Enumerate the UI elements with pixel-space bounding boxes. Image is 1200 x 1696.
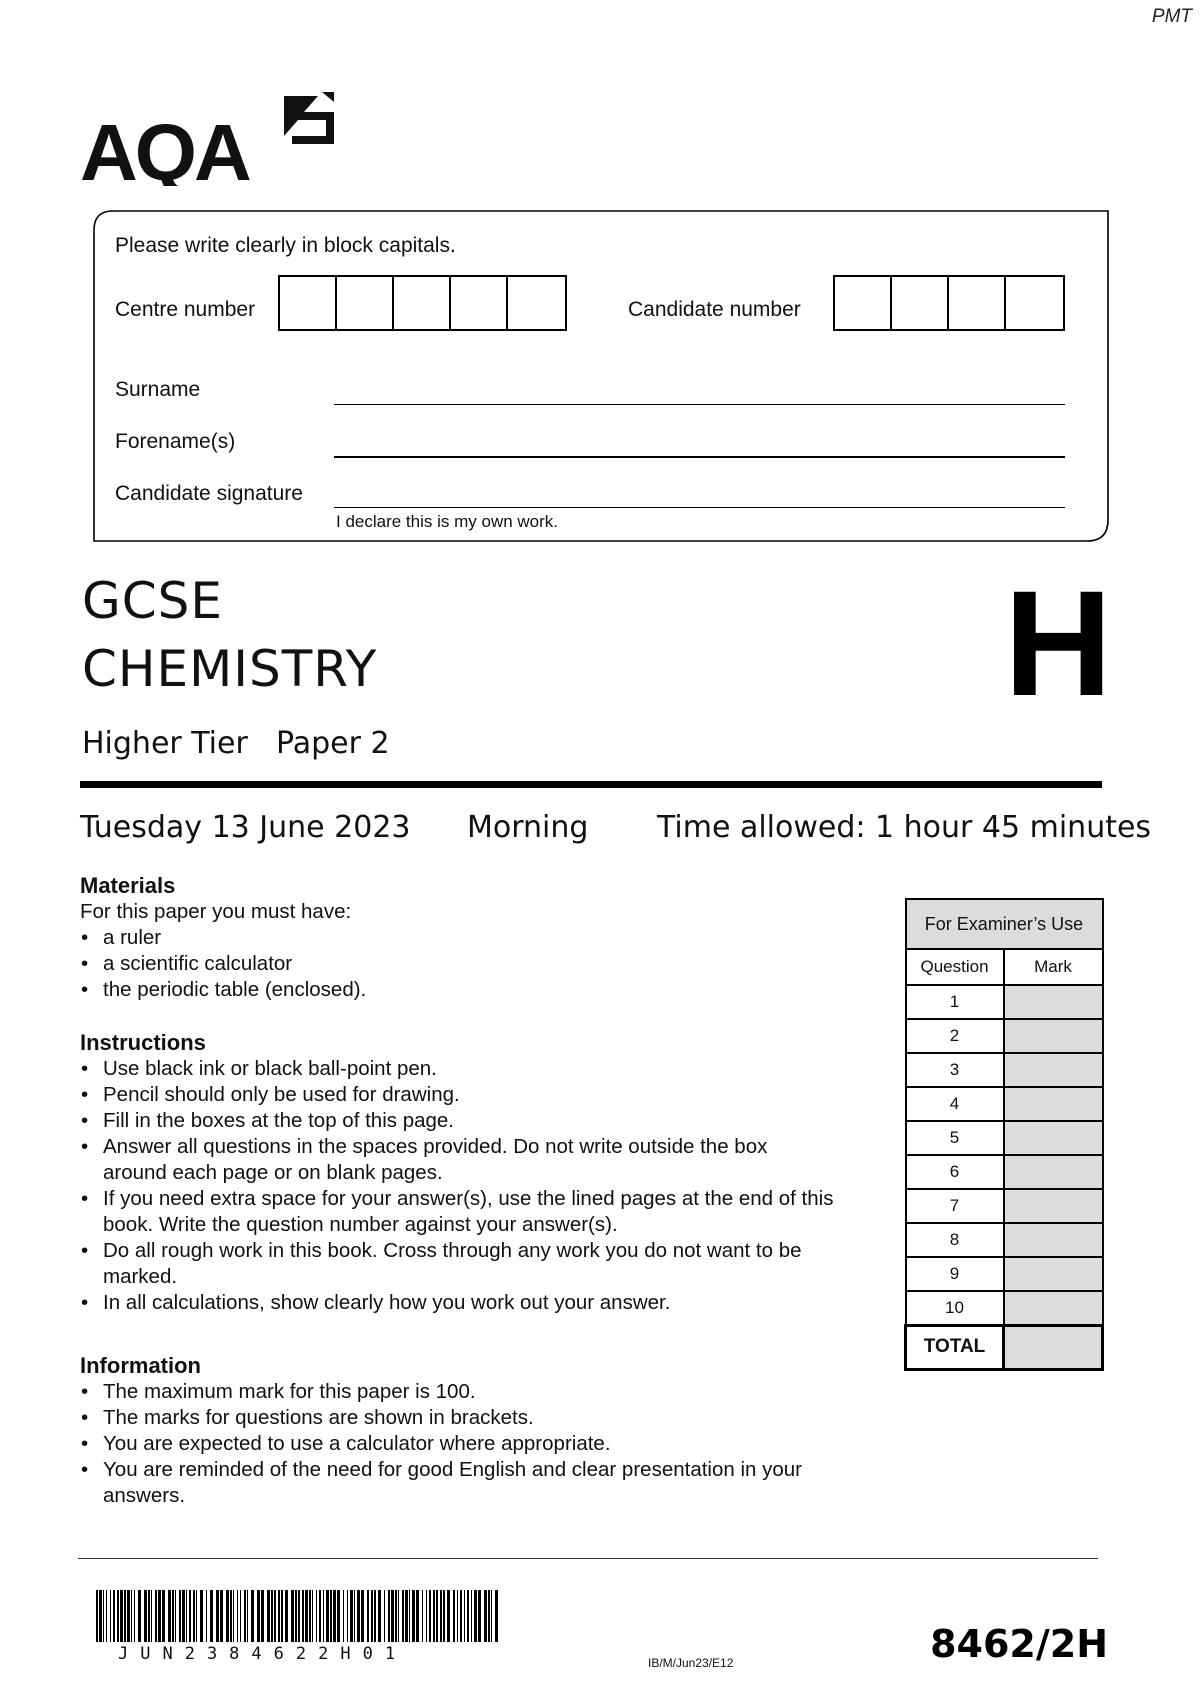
barcode-bar	[285, 1590, 288, 1642]
barcode-bar	[429, 1590, 431, 1642]
barcode-bar	[247, 1590, 248, 1642]
barcode-bar	[271, 1590, 273, 1642]
footer-divider	[78, 1558, 1098, 1559]
barcode-bar	[182, 1590, 185, 1642]
mark-cell	[1004, 1155, 1103, 1189]
mark-cell	[1004, 1291, 1103, 1325]
barcode-bar	[200, 1590, 203, 1642]
total-label: TOTAL	[906, 1325, 1004, 1369]
question-number: 4	[906, 1087, 1004, 1121]
barcode-bar	[361, 1590, 364, 1642]
barcode-bar	[471, 1590, 472, 1642]
barcode-bar	[436, 1590, 438, 1642]
centre-number-digit-box[interactable]	[337, 277, 394, 329]
question-number: 2	[906, 1019, 1004, 1053]
barcode-bar	[189, 1590, 191, 1642]
instructions-item: • If you need extra space for your answer(s), use the lined pages at the end of this book. Write the question number against your answer(s).	[80, 1186, 883, 1238]
barcode-bar	[278, 1590, 280, 1642]
mark-cell	[1004, 1223, 1103, 1257]
barcode-bar	[281, 1590, 283, 1642]
barcode-bar	[409, 1590, 410, 1642]
mark-cell	[1004, 1053, 1103, 1087]
signature-line[interactable]	[334, 507, 1065, 508]
instructions-item: • In all calculations, show clearly how you work out your answer.	[80, 1290, 870, 1316]
information-item: • You are expected to use a calculator where appropriate.	[80, 1431, 880, 1457]
barcode-bar	[237, 1590, 238, 1642]
barcode-bar	[131, 1590, 132, 1642]
tier-label: Higher Tier	[82, 726, 248, 761]
barcode-bar	[113, 1590, 115, 1642]
declaration-text: I declare this is my own work.	[336, 512, 559, 531]
barcode-bar	[354, 1590, 355, 1642]
barcode-bar	[309, 1590, 311, 1642]
barcode-bar	[337, 1590, 340, 1642]
barcode-bar	[478, 1590, 481, 1642]
examiner-use-table	[904, 898, 1104, 1371]
barcode-bar	[416, 1590, 419, 1642]
question-number: 7	[906, 1189, 1004, 1223]
barcode-bar	[216, 1590, 219, 1642]
barcode-bar	[367, 1590, 369, 1642]
barcode-bar	[388, 1590, 390, 1642]
barcode-bar	[491, 1590, 492, 1642]
question-number: 10	[906, 1291, 1004, 1325]
barcode-bar	[488, 1590, 490, 1642]
barcode-bar	[210, 1590, 213, 1642]
title-divider	[80, 781, 1102, 788]
barcode-bar	[179, 1590, 181, 1642]
barcode-bar	[172, 1590, 174, 1642]
barcode-bar	[316, 1590, 317, 1642]
barcode-bar	[384, 1590, 385, 1642]
instructions-item: • Answer all questions in the spaces provided. Do not write outside the box around each page or on blank pages.	[80, 1134, 773, 1186]
barcode-bar	[106, 1590, 107, 1642]
centre-number-boxes	[278, 275, 567, 331]
mark-cell	[1004, 1019, 1103, 1053]
barcode-bar	[405, 1590, 408, 1642]
barcode-bar	[374, 1590, 376, 1642]
barcode-bar	[402, 1590, 404, 1642]
barcode-bar	[350, 1590, 353, 1642]
reference-code: IB/M/Jun23/E12	[648, 1656, 734, 1670]
barcode-bar	[196, 1590, 197, 1642]
materials-heading: Materials	[80, 873, 176, 898]
mark-cell	[1004, 1257, 1103, 1291]
barcode-bar	[220, 1590, 223, 1642]
instructions-item: • Pencil should only be used for drawing.	[80, 1082, 870, 1108]
materials-item: • a ruler	[80, 925, 880, 951]
barcode-bar	[453, 1590, 455, 1642]
barcode-bar	[467, 1590, 469, 1642]
barcode-bar	[127, 1590, 130, 1642]
barcode-bar	[103, 1590, 104, 1642]
barcode-bar	[138, 1590, 141, 1642]
barcode-bar	[347, 1590, 348, 1642]
question-number: 3	[906, 1053, 1004, 1087]
question-number: 5	[906, 1121, 1004, 1155]
barcode-bar	[120, 1590, 123, 1642]
surname-label: Surname	[115, 378, 201, 401]
barcode-bar	[148, 1590, 150, 1642]
barcode-bar	[495, 1590, 498, 1642]
barcode-bar	[323, 1590, 324, 1642]
barcode-bar	[251, 1590, 254, 1642]
barcode-bar	[99, 1590, 102, 1642]
barcode-bar	[144, 1590, 147, 1642]
paper-code: 8462/2H	[930, 1622, 1108, 1666]
barcode-bar	[302, 1590, 304, 1642]
barcode-bar	[484, 1590, 487, 1642]
information-section	[80, 1353, 880, 1509]
subject-title: CHEMISTRY	[82, 640, 378, 698]
barcode-bar	[474, 1590, 477, 1642]
instructions-heading: Instructions	[80, 1030, 206, 1055]
question-number: 1	[906, 985, 1004, 1019]
barcode-bar	[233, 1590, 234, 1642]
barcode-bar	[412, 1590, 415, 1642]
aqa-logo	[80, 86, 350, 186]
candidate-number-digit-box[interactable]	[892, 277, 949, 329]
materials-section	[80, 873, 880, 1003]
barcode-bar	[267, 1590, 270, 1642]
candidate-details-box	[93, 210, 1109, 542]
instructions-item: • Do all rough work in this book. Cross through any work you do not want to be marked.	[80, 1238, 843, 1290]
mark-cell	[1004, 1189, 1103, 1223]
barcode-bar	[395, 1590, 397, 1642]
barcode-bar	[96, 1590, 98, 1642]
forenames-line[interactable]	[334, 456, 1065, 458]
total-mark-cell	[1004, 1325, 1103, 1369]
barcode-text: JUN2384622H01	[118, 1644, 408, 1664]
barcode-bar	[124, 1590, 126, 1642]
tier-letter: H	[1004, 559, 1113, 727]
barcode-bar	[117, 1590, 119, 1642]
barcode-bar	[162, 1590, 165, 1642]
barcode-bar	[151, 1590, 152, 1642]
barcode-bar	[378, 1590, 381, 1642]
mark-cell	[1004, 985, 1103, 1019]
centre-number-label: Centre number	[115, 298, 256, 321]
forenames-label: Forename(s)	[115, 430, 236, 453]
barcode	[96, 1590, 506, 1642]
mark-cell	[1004, 1087, 1103, 1121]
barcode-bar	[291, 1590, 294, 1642]
instructions-section	[80, 1030, 870, 1316]
barcode-bar	[447, 1590, 450, 1642]
barcode-bar	[110, 1590, 111, 1642]
centre-number-digit-box[interactable]	[451, 277, 508, 329]
barcode-bar	[134, 1590, 135, 1642]
information-item: • The maximum mark for this paper is 100.	[80, 1379, 880, 1405]
barcode-bar	[426, 1590, 427, 1642]
question-number: 9	[906, 1257, 1004, 1291]
exam-date: Tuesday 13 June 2023	[80, 810, 411, 845]
barcode-bar	[464, 1590, 465, 1642]
barcode-bar	[422, 1590, 423, 1642]
centre-number-digit-box[interactable]	[394, 277, 451, 329]
time-allowed: Time allowed: 1 hour 45 minutes	[657, 810, 1152, 845]
barcode-bar	[261, 1590, 264, 1642]
barcode-bar	[319, 1590, 321, 1642]
information-item: • The marks for questions are shown in brackets.	[80, 1405, 880, 1431]
mark-column-header: Mark	[1004, 949, 1103, 985]
barcode-bar	[343, 1590, 344, 1642]
aqa-logo-text: AQA	[80, 108, 249, 186]
question-number: 8	[906, 1223, 1004, 1257]
question-number: 6	[906, 1155, 1004, 1189]
exam-session: Morning	[467, 810, 589, 845]
surname-line[interactable]	[334, 404, 1065, 405]
examiner-table-title: For Examiner’s Use	[906, 899, 1103, 949]
barcode-bar	[168, 1590, 171, 1642]
barcode-bar	[330, 1590, 332, 1642]
signature-label: Candidate signature	[115, 482, 303, 505]
qualification-title: GCSE	[82, 572, 223, 630]
barcode-bar	[457, 1590, 458, 1642]
materials-item: • the periodic table (enclosed).	[80, 977, 880, 1003]
barcode-bar	[391, 1590, 394, 1642]
barcode-bar	[226, 1590, 229, 1642]
centre-number-digit-box[interactable]	[508, 277, 565, 329]
barcode-bar	[460, 1590, 462, 1642]
barcode-bar	[443, 1590, 445, 1642]
barcode-bar	[158, 1590, 161, 1642]
materials-intro: For this paper you must have:	[80, 900, 352, 923]
candidate-number-label: Candidate number	[628, 298, 801, 321]
barcode-bar	[333, 1590, 336, 1642]
barcode-bar	[193, 1590, 195, 1642]
barcode-bar	[298, 1590, 300, 1642]
barcode-bar	[357, 1590, 360, 1642]
information-item: • You are reminded of the need for good English and clear presentation in your answers.	[80, 1457, 823, 1509]
candidate-number-boxes	[833, 275, 1065, 331]
barcode-bar	[175, 1590, 176, 1642]
barcode-bar	[186, 1590, 187, 1642]
candidate-number-digit-box[interactable]	[1006, 277, 1063, 329]
paper-label: Paper 2	[276, 726, 390, 761]
barcode-bar	[257, 1590, 260, 1642]
barcode-bar	[326, 1590, 329, 1642]
barcode-bar	[155, 1590, 157, 1642]
barcode-bar	[305, 1590, 308, 1642]
instructions-item: • Fill in the boxes at the top of this page.	[80, 1108, 870, 1134]
barcode-bar	[230, 1590, 232, 1642]
information-heading: Information	[80, 1353, 201, 1378]
corner-label: PMT	[1151, 6, 1192, 27]
barcode-bar	[295, 1590, 297, 1642]
centre-number-digit-box[interactable]	[280, 277, 337, 329]
instructions-item: • Use black ink or black ball-point pen.	[80, 1056, 870, 1082]
question-column-header: Question	[906, 949, 1004, 985]
candidate-number-digit-box[interactable]	[949, 277, 1006, 329]
materials-item: • a scientific calculator	[80, 951, 880, 977]
block-capitals-instruction: Please write clearly in block capitals.	[115, 234, 456, 257]
barcode-bar	[312, 1590, 313, 1642]
barcode-bar	[371, 1590, 373, 1642]
barcode-bar	[440, 1590, 442, 1642]
barcode-bar	[240, 1590, 241, 1642]
candidate-number-digit-box[interactable]	[835, 277, 892, 329]
barcode-bar	[433, 1590, 435, 1642]
barcode-bar	[206, 1590, 207, 1642]
barcode-bar	[398, 1590, 399, 1642]
barcode-bar	[244, 1590, 246, 1642]
barcode-bar	[274, 1590, 276, 1642]
mark-cell	[1004, 1121, 1103, 1155]
